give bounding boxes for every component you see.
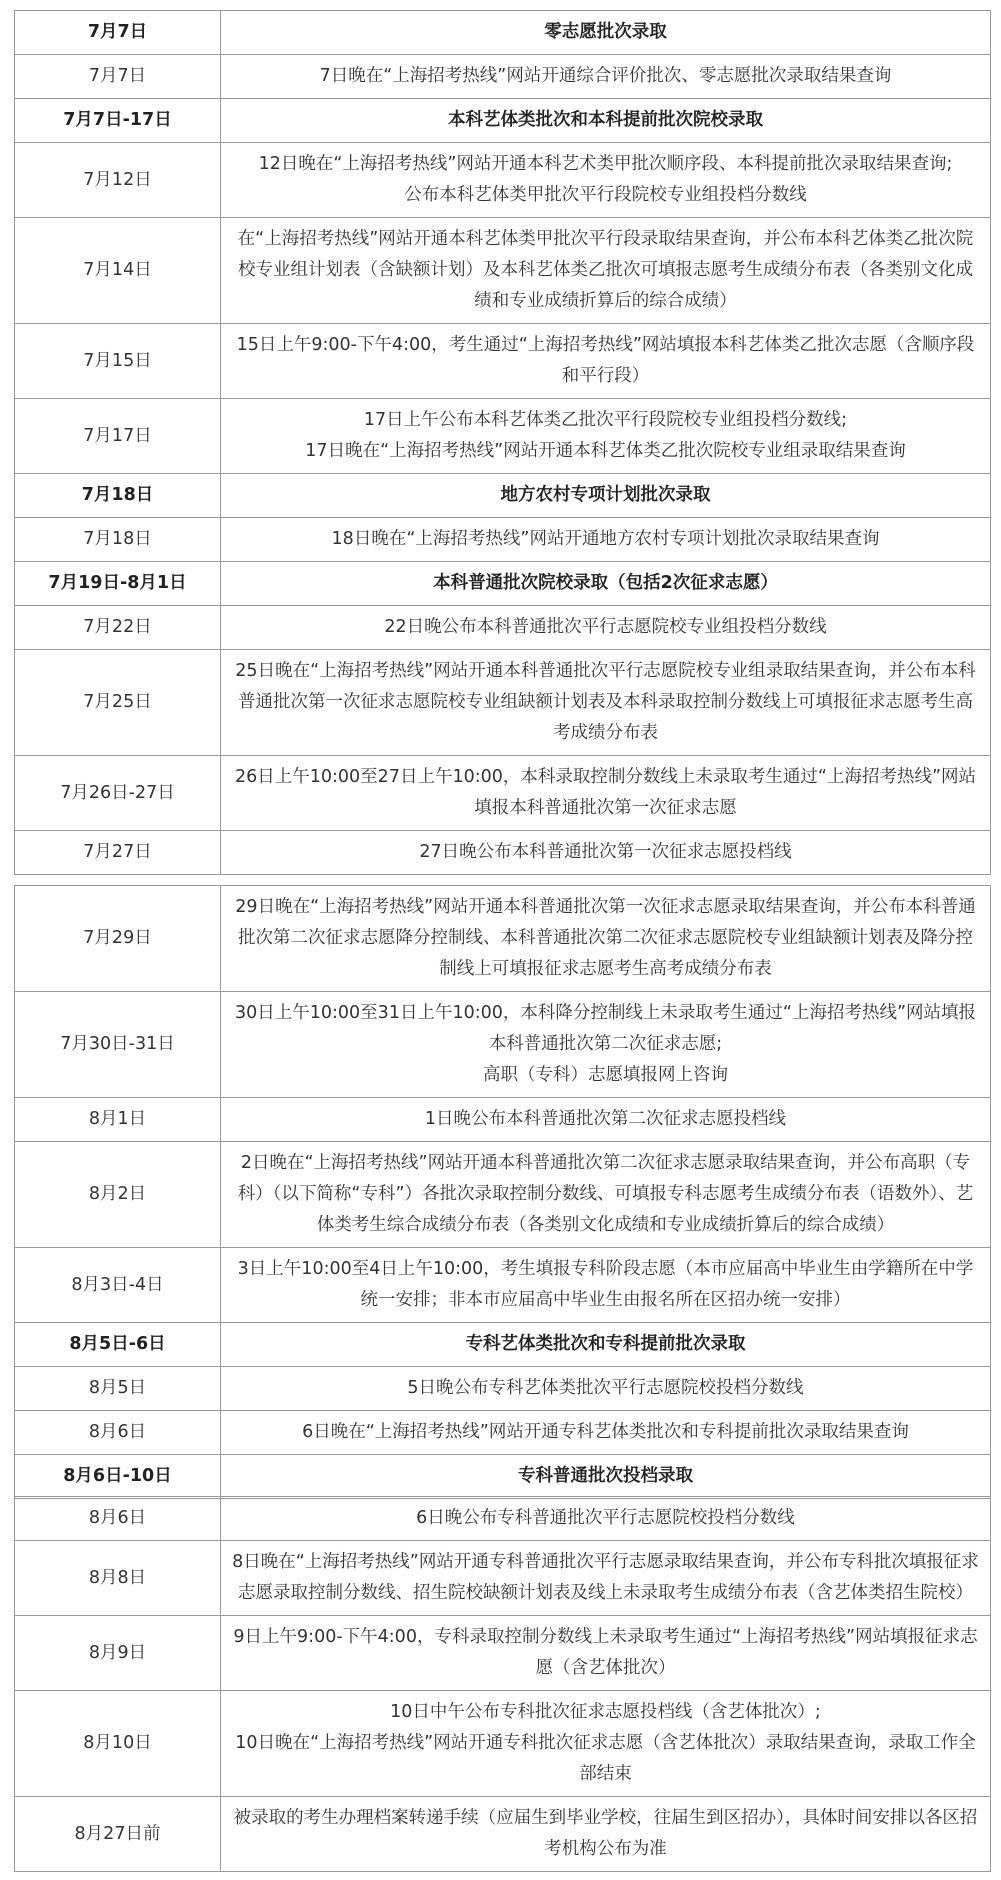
date-cell: 7月22日 (15, 606, 221, 650)
table-row (15, 992, 991, 1098)
table-row (15, 1248, 991, 1323)
phase-date-range: 8月6日-10日 (15, 1455, 221, 1499)
date-cell: 8月2日 (15, 1142, 221, 1248)
date-cell: 7月18日 (15, 518, 221, 562)
event-text-line: 26日上午10:00至27日上午10:00，本科录取控制分数线上未录取考生通过“上海招考热线”网站填报本科普通批次第一次征求志愿 (234, 767, 977, 818)
event-text-line: 30日上午10:00至31日上午10:00，本科降分控制线上未录取考生通过“上海招考热线”网站填报本科普通批次第二次征求志愿; (234, 1003, 977, 1054)
table-row (15, 1098, 991, 1142)
date-cell: 8月6日 (15, 1497, 221, 1541)
phase-header-row (15, 1455, 991, 1499)
event-cell (221, 756, 991, 831)
table-row (15, 1497, 991, 1541)
table-row (15, 650, 991, 756)
table-row (15, 1797, 991, 1872)
date-cell: 7月26日-27日 (15, 756, 221, 831)
event-text-line: 10日晚在“上海招考热线”网站开通专科批次征求志愿（含艺体批次）录取结果查询，录取工作全部结束 (235, 1733, 976, 1784)
table-row (15, 606, 991, 650)
table-row (15, 218, 991, 324)
phase-header-row (15, 1323, 991, 1367)
event-cell (221, 218, 991, 324)
event-cell (221, 143, 991, 218)
phase-date-range: 8月5日-6日 (15, 1323, 221, 1367)
date-cell: 8月27日前 (15, 1797, 221, 1872)
schedule-table-part-3 (14, 1496, 991, 1872)
phase-title (221, 1323, 991, 1367)
date-cell: 7月15日 (15, 324, 221, 399)
table-row (15, 886, 991, 992)
date-cell: 7月27日 (15, 831, 221, 875)
event-cell (221, 1541, 991, 1616)
event-text-line: 地方农村专项计划批次录取 (500, 485, 711, 505)
date-cell: 7月14日 (15, 218, 221, 324)
table-row (15, 1367, 991, 1411)
event-text-line: 零志愿批次录取 (544, 22, 667, 42)
event-text-line: 1日晚公布本科普通批次第二次征求志愿投档线 (424, 1109, 787, 1129)
event-text-line: 6日晚在“上海招考热线”网站开通专科艺体类批次和专科提前批次录取结果查询 (302, 1422, 909, 1442)
date-cell: 8月5日 (15, 1367, 221, 1411)
event-text-line: 本科普通批次院校录取（包括2次征求志愿） (433, 573, 778, 593)
schedule-table-part-1 (14, 10, 991, 875)
event-cell (221, 650, 991, 756)
table-row (15, 831, 991, 875)
event-cell (221, 1248, 991, 1323)
phase-header-row (15, 99, 991, 143)
event-cell (221, 1411, 991, 1455)
event-text-line: 被录取的考生办理档案转递手续（应届生到毕业学校，往届生到区招办），具体时间安排以各区招考机构公布为准 (233, 1808, 978, 1859)
event-text-line: 3日上午10:00至4日上午10:00，考生填报专科阶段志愿（本市应届高中毕业生由学籍所在中学统一安排；非本市应届高中毕业生由报名所在区招办统一安排） (237, 1259, 974, 1310)
event-text-line: 18日晚在“上海招考热线”网站开通地方农村专项计划批次录取结果查询 (331, 529, 880, 549)
event-cell (221, 1797, 991, 1872)
event-text-line: 专科普通批次投档录取 (518, 1466, 693, 1486)
date-cell: 8月3日-4日 (15, 1248, 221, 1323)
event-text-line: 7日晚在“上海招考热线”网站开通综合评价批次、零志愿批次录取结果查询 (319, 66, 892, 86)
phase-header-row (15, 474, 991, 518)
phase-title (221, 99, 991, 143)
phase-title (221, 474, 991, 518)
event-text-line: 27日晚公布本科普通批次第一次征求志愿投档线 (419, 842, 792, 862)
phase-date-range: 7月18日 (15, 474, 221, 518)
event-text-line: 6日晚公布专科普通批次平行志愿院校投档分数线 (416, 1508, 795, 1528)
event-cell (221, 1616, 991, 1691)
table-row (15, 143, 991, 218)
table-row (15, 1541, 991, 1616)
event-text-line: 本科艺体类批次和本科提前批次院校录取 (448, 110, 763, 130)
table-row (15, 1411, 991, 1455)
phase-date-range: 7月19日-8月1日 (15, 562, 221, 606)
phase-title (221, 1455, 991, 1499)
date-cell: 8月1日 (15, 1098, 221, 1142)
event-text-line: 8日晚在“上海招考热线”网站开通专科普通批次平行志愿录取结果查询，并公布专科批次填报征求志愿录取控制分数线、招生院校缺额计划表及线上未录取考生成绩分布表（含艺体类招生院校） (232, 1552, 979, 1603)
event-text-line: 17日上午公布本科艺体类乙批次平行段院校专业组投档分数线; (363, 410, 848, 430)
table-row (15, 1691, 991, 1797)
event-cell (221, 399, 991, 474)
event-text-line: 在“上海招考热线”网站开通本科艺体类甲批次平行段录取结果查询，并公布本科艺体类乙批次院校专业组计划表（含缺额计划）及本科艺体类乙批次可填报志愿考生成绩分布表（各类别文化成绩和专业成绩折算后的综合成绩） (237, 229, 974, 311)
event-text-line: 22日晚公布本科普通批次平行志愿院校专业组投档分数线 (384, 617, 827, 637)
event-cell (221, 1497, 991, 1541)
table-row (15, 324, 991, 399)
event-text-line: 高职（专科）志愿填报网上咨询 (483, 1065, 728, 1085)
event-cell (221, 1367, 991, 1411)
date-cell: 8月9日 (15, 1616, 221, 1691)
event-text-line: 2日晚在“上海招考热线”网站开通本科普通批次第二次征求志愿录取结果查询，并公布高职（专科）（以下简称“专科”）各批次录取控制分数线、可填报专科志愿考生成绩分布表（语数外）、艺体类考生综合成绩分布表（各类别文化成绩和专业成绩折算后的综合成绩） (237, 1153, 974, 1235)
event-cell (221, 1142, 991, 1248)
date-cell: 8月6日 (15, 1411, 221, 1455)
date-cell: 7月29日 (15, 886, 221, 992)
phase-header-row (15, 11, 991, 55)
event-text-line: 29日晚在“上海招考热线”网站开通本科普通批次第一次征求志愿录取结果查询，并公布本科普通批次第二次征求志愿降分控制线、本科普通批次第二次征求志愿院校专业组缺额计划表及降分控制线上可填报征求志愿考生高考成绩分布表 (235, 897, 976, 979)
table-row (15, 399, 991, 474)
table-row (15, 55, 991, 99)
phase-title (221, 11, 991, 55)
date-cell: 7月12日 (15, 143, 221, 218)
table-row (15, 756, 991, 831)
date-cell: 7月25日 (15, 650, 221, 756)
event-cell (221, 518, 991, 562)
event-cell (221, 1691, 991, 1797)
date-cell: 8月10日 (15, 1691, 221, 1797)
phase-date-range: 7月7日-17日 (15, 99, 221, 143)
date-cell: 8月8日 (15, 1541, 221, 1616)
event-text-line: 25日晚在“上海招考热线”网站开通本科普通批次平行志愿院校专业组录取结果查询，并公布本科普通批次第一次征求志愿院校专业组缺额计划表及本科录取控制分数线上可填报征求志愿考生高考成绩分布表 (235, 661, 976, 743)
event-text-line: 17日晚在“上海招考热线”网站开通本科艺体类乙批次院校专业组录取结果查询 (305, 441, 906, 461)
table-row (15, 1616, 991, 1691)
date-cell: 7月7日 (15, 55, 221, 99)
table-row (15, 518, 991, 562)
date-cell: 7月17日 (15, 399, 221, 474)
event-text-line: 公布本科艺体类甲批次平行段院校专业组投档分数线 (404, 185, 807, 205)
event-text-line: 15日上午9:00-下午4:00，考生通过“上海招考热线”网站填报本科艺体类乙批次志愿（含顺序段和平行段） (236, 335, 975, 386)
event-text-line: 10日中午公布专科批次征求志愿投档线（含艺体批次）; (390, 1702, 821, 1722)
phase-date-range: 7月7日 (15, 11, 221, 55)
table-row (15, 1142, 991, 1248)
event-cell (221, 831, 991, 875)
event-text-line: 5日晚公布专科艺体类批次平行志愿院校投档分数线 (407, 1378, 804, 1398)
event-cell (221, 992, 991, 1098)
date-cell: 7月30日-31日 (15, 992, 221, 1098)
event-text-line: 专科艺体类批次和专科提前批次录取 (465, 1334, 746, 1354)
event-cell (221, 1098, 991, 1142)
event-cell (221, 55, 991, 99)
event-text-line: 12日晚在“上海招考热线”网站开通本科艺术类甲批次顺序段、本科提前批次录取结果查询; (258, 154, 953, 174)
phase-title (221, 562, 991, 606)
event-cell (221, 886, 991, 992)
schedule-table-part-2 (14, 885, 991, 1499)
event-text-line: 9日上午9:00-下午4:00，专科录取控制分数线上未录取考生通过“上海招考热线”网站填报征求志愿（含艺体批次） (233, 1627, 978, 1678)
event-cell (221, 324, 991, 399)
phase-header-row (15, 562, 991, 606)
event-cell (221, 606, 991, 650)
